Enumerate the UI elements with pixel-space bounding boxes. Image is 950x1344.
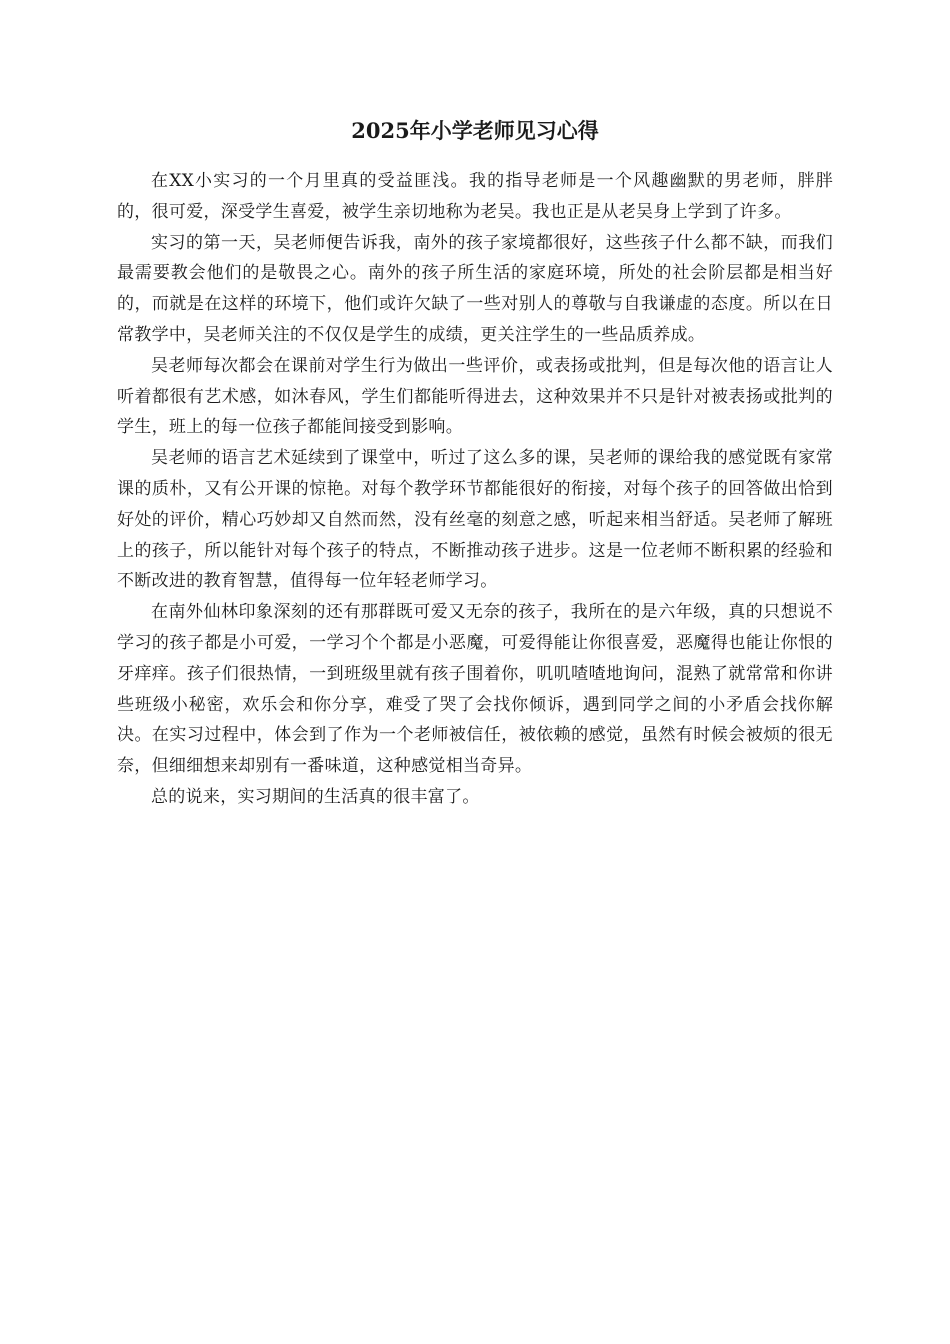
document-title: 2025年小学老师见习心得	[351, 118, 599, 143]
paragraph-5: 在南外仙林印象深刻的还有那群既可爱又无奈的孩子，我所在的是六年级，真的只想说不学习的孩子都是小可爱，一学习个个都是小恶魔，可爱得能让你很喜爱，恶魔得也能让你恨的牙痒痒。孩子们很热情，一到班级里就有孩子围着你，叽叽喳喳地询问，混熟了就常常和你讲些班级小秘密，欢乐会和你分享，难受了哭了会找你倾诉，遇到同学之间的小矛盾会找你解决。在实习过程中，体会到了作为一个老师被信任，被依赖的感觉，虽然有时候会被烦的很无奈，但细细想来却别有一番味道，这种感觉相当奇异。	[117, 602, 833, 777]
paragraph-6: 总的说来，实习期间的生活真的很丰富了。	[151, 786, 480, 807]
document-body	[117, 166, 833, 813]
paragraph-3: 吴老师每次都会在课前对学生行为做出一些评价，或表扬或批判，但是每次他的语言让人听着都很有艺术感，如沐春风，学生们都能听得进去，这种效果并不只是针对被表扬或批判的学生，班上的每一位孩子都能间接受到影响。	[117, 355, 833, 438]
paragraph-2: 实习的第一天，吴老师便告诉我，南外的孩子家境都很好，这些孩子什么都不缺，而我们最需要教会他们的是敬畏之心。南外的孩子所生活的家庭环境，所处的社会阶层都是相当好的，而就是在这样的环境下，他们或许欠缺了一些对别人的尊敬与自我谦虚的态度。所以在日常教学中，吴老师关注的不仅仅是学生的成绩，更关注学生的一些品质养成。	[117, 232, 833, 345]
paragraph-1: 在XX小实习的一个月里真的受益匪浅。我的指导老师是一个风趣幽默的男老师，胖胖的，很可爱，深受学生喜爱，被学生亲切地称为老吴。我也正是从老吴身上学到了许多。	[117, 171, 833, 222]
paragraph-4: 吴老师的语言艺术延续到了课堂中，听过了这么多的课，吴老师的课给我的感觉既有家常课的质朴，又有公开课的惊艳。对每个教学环节都能很好的衔接，对每个孩子的回答做出恰到好处的评价，精心巧妙却又自然而然，没有丝毫的刻意之感，听起来相当舒适。吴老师了解班上的孩子，所以能针对每个孩子的特点，不断推动孩子进步。这是一位老师不断积累的经验和不断改进的教育智慧，值得每一位年轻老师学习。	[117, 448, 833, 592]
